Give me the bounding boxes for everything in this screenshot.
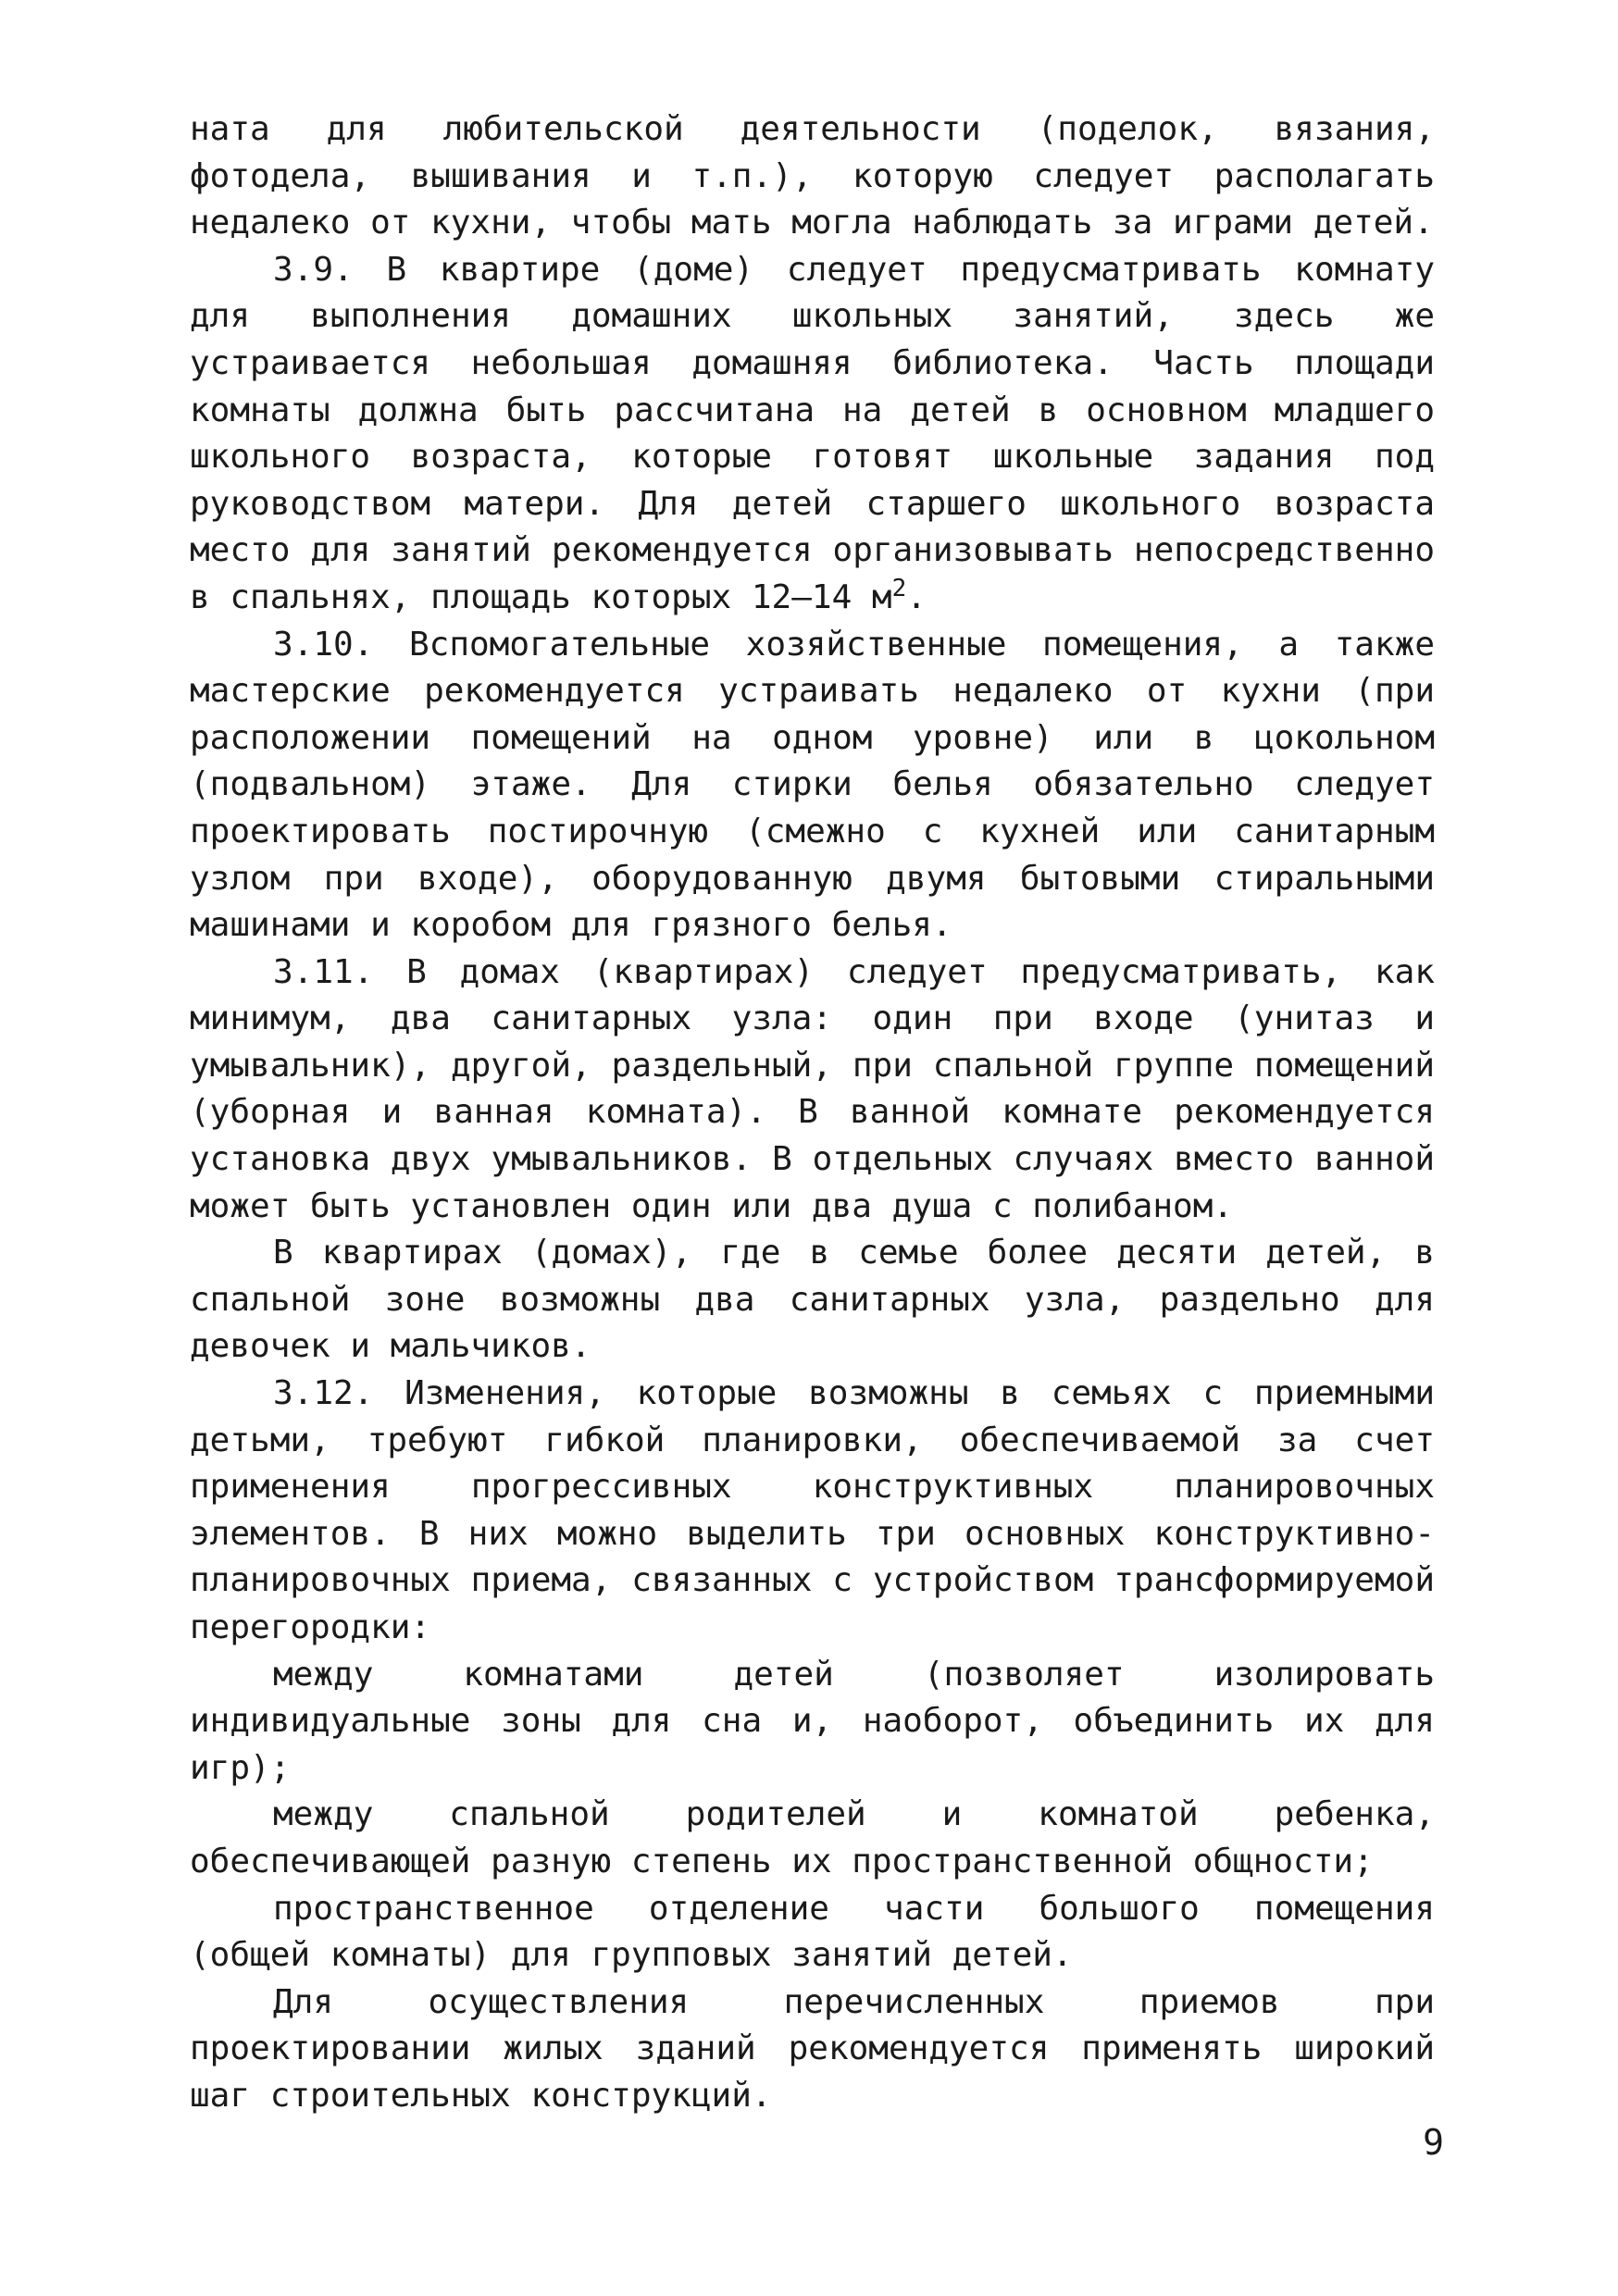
list-item-common-room: пространственное отделение части большого помещения (общей комнаты) для групповых занятий детей. xyxy=(190,1889,1435,1975)
body-text xyxy=(190,106,1435,2120)
area-unit-superscript: 2 xyxy=(891,574,907,602)
paragraph-large-family: В квартирах (домах), где в семье более десяти детей, в спальной зоне возможны два санитарных узла, раздельно для девочек и мальчиков. xyxy=(190,1234,1435,1366)
paragraph-3-9-text: 3.9. В квартире (доме) следует предусматривать комнату для выполнения домашних школьных занятий, здесь же устраивается небольшая домашняя библиотека. Часть площади комнаты должна быть рассчитана на детей в основном младшего школьного возраста, которые готовят школьные задания под руководством матери. Для детей старшего школьного возраста место для занятий рекомендуется организовывать непосредственно в спальнях, площадь которых 12–14 м xyxy=(190,250,1435,616)
paragraph-3-9-tail: . xyxy=(906,577,927,616)
paragraph-3-12: 3.12. Изменения, которые возможны в семьях с приемными детьми, требуют гибкой планировки, обеспечиваемой за счет применения прогрессивных конструктивных планировочных элементов. В них можно выделить три основных конструктивно-планировочных приема, связанных с устройством трансформируемой перегородки: xyxy=(190,1374,1435,1646)
paragraph-intro: ната для любительской деятельности (поделок, вязания, фотодела, вышивания и т.п.), которую следует располагать недалеко от кухни, чтобы мать могла наблюдать за играми детей. xyxy=(190,110,1435,242)
list-item-children-rooms: между комнатами детей (позволяет изолировать индивидуальные зоны для сна и, наоборот, объединить их для игр); xyxy=(190,1655,1435,1787)
paragraph-conclusion: Для осуществления перечисленных приемов при проектировании жилых зданий рекомендуется применять широкий шаг строительных конструкций. xyxy=(190,1982,1435,2115)
paragraph-3-9 xyxy=(190,247,1435,622)
paragraph-3-10: 3.10. Вспомогательные хозяйственные помещения, а также мастерские рекомендуется устраивать недалеко от кухни (при расположении помещений на одном уровне) или в цокольном (подвальном) этаже. Для стирки белья обязательно следует проектировать постирочную (смежно с кухней или санитарным узлом при входе), оборудованную двумя бытовыми стиральными машинами и коробом для грязного белья. xyxy=(190,625,1435,945)
paragraph-3-11: 3.11. В домах (квартирах) следует предусматривать, как минимум, два санитарных узла: один при входе (унитаз и умывальник), другой, раздельный, при спальной группе помещений (уборная и ванная комната). В ванной комнате рекомендуется установка двух умывальников. В отдельных случаях вместо ванной может быть установлен один или два душа с полибаном. xyxy=(190,952,1435,1225)
list-item-parents-child: между спальной родителей и комнатой ребенка, обеспечивающей разную степень их пространственной общности; xyxy=(190,1795,1435,1880)
page-number: 9 xyxy=(1423,2122,1444,2163)
